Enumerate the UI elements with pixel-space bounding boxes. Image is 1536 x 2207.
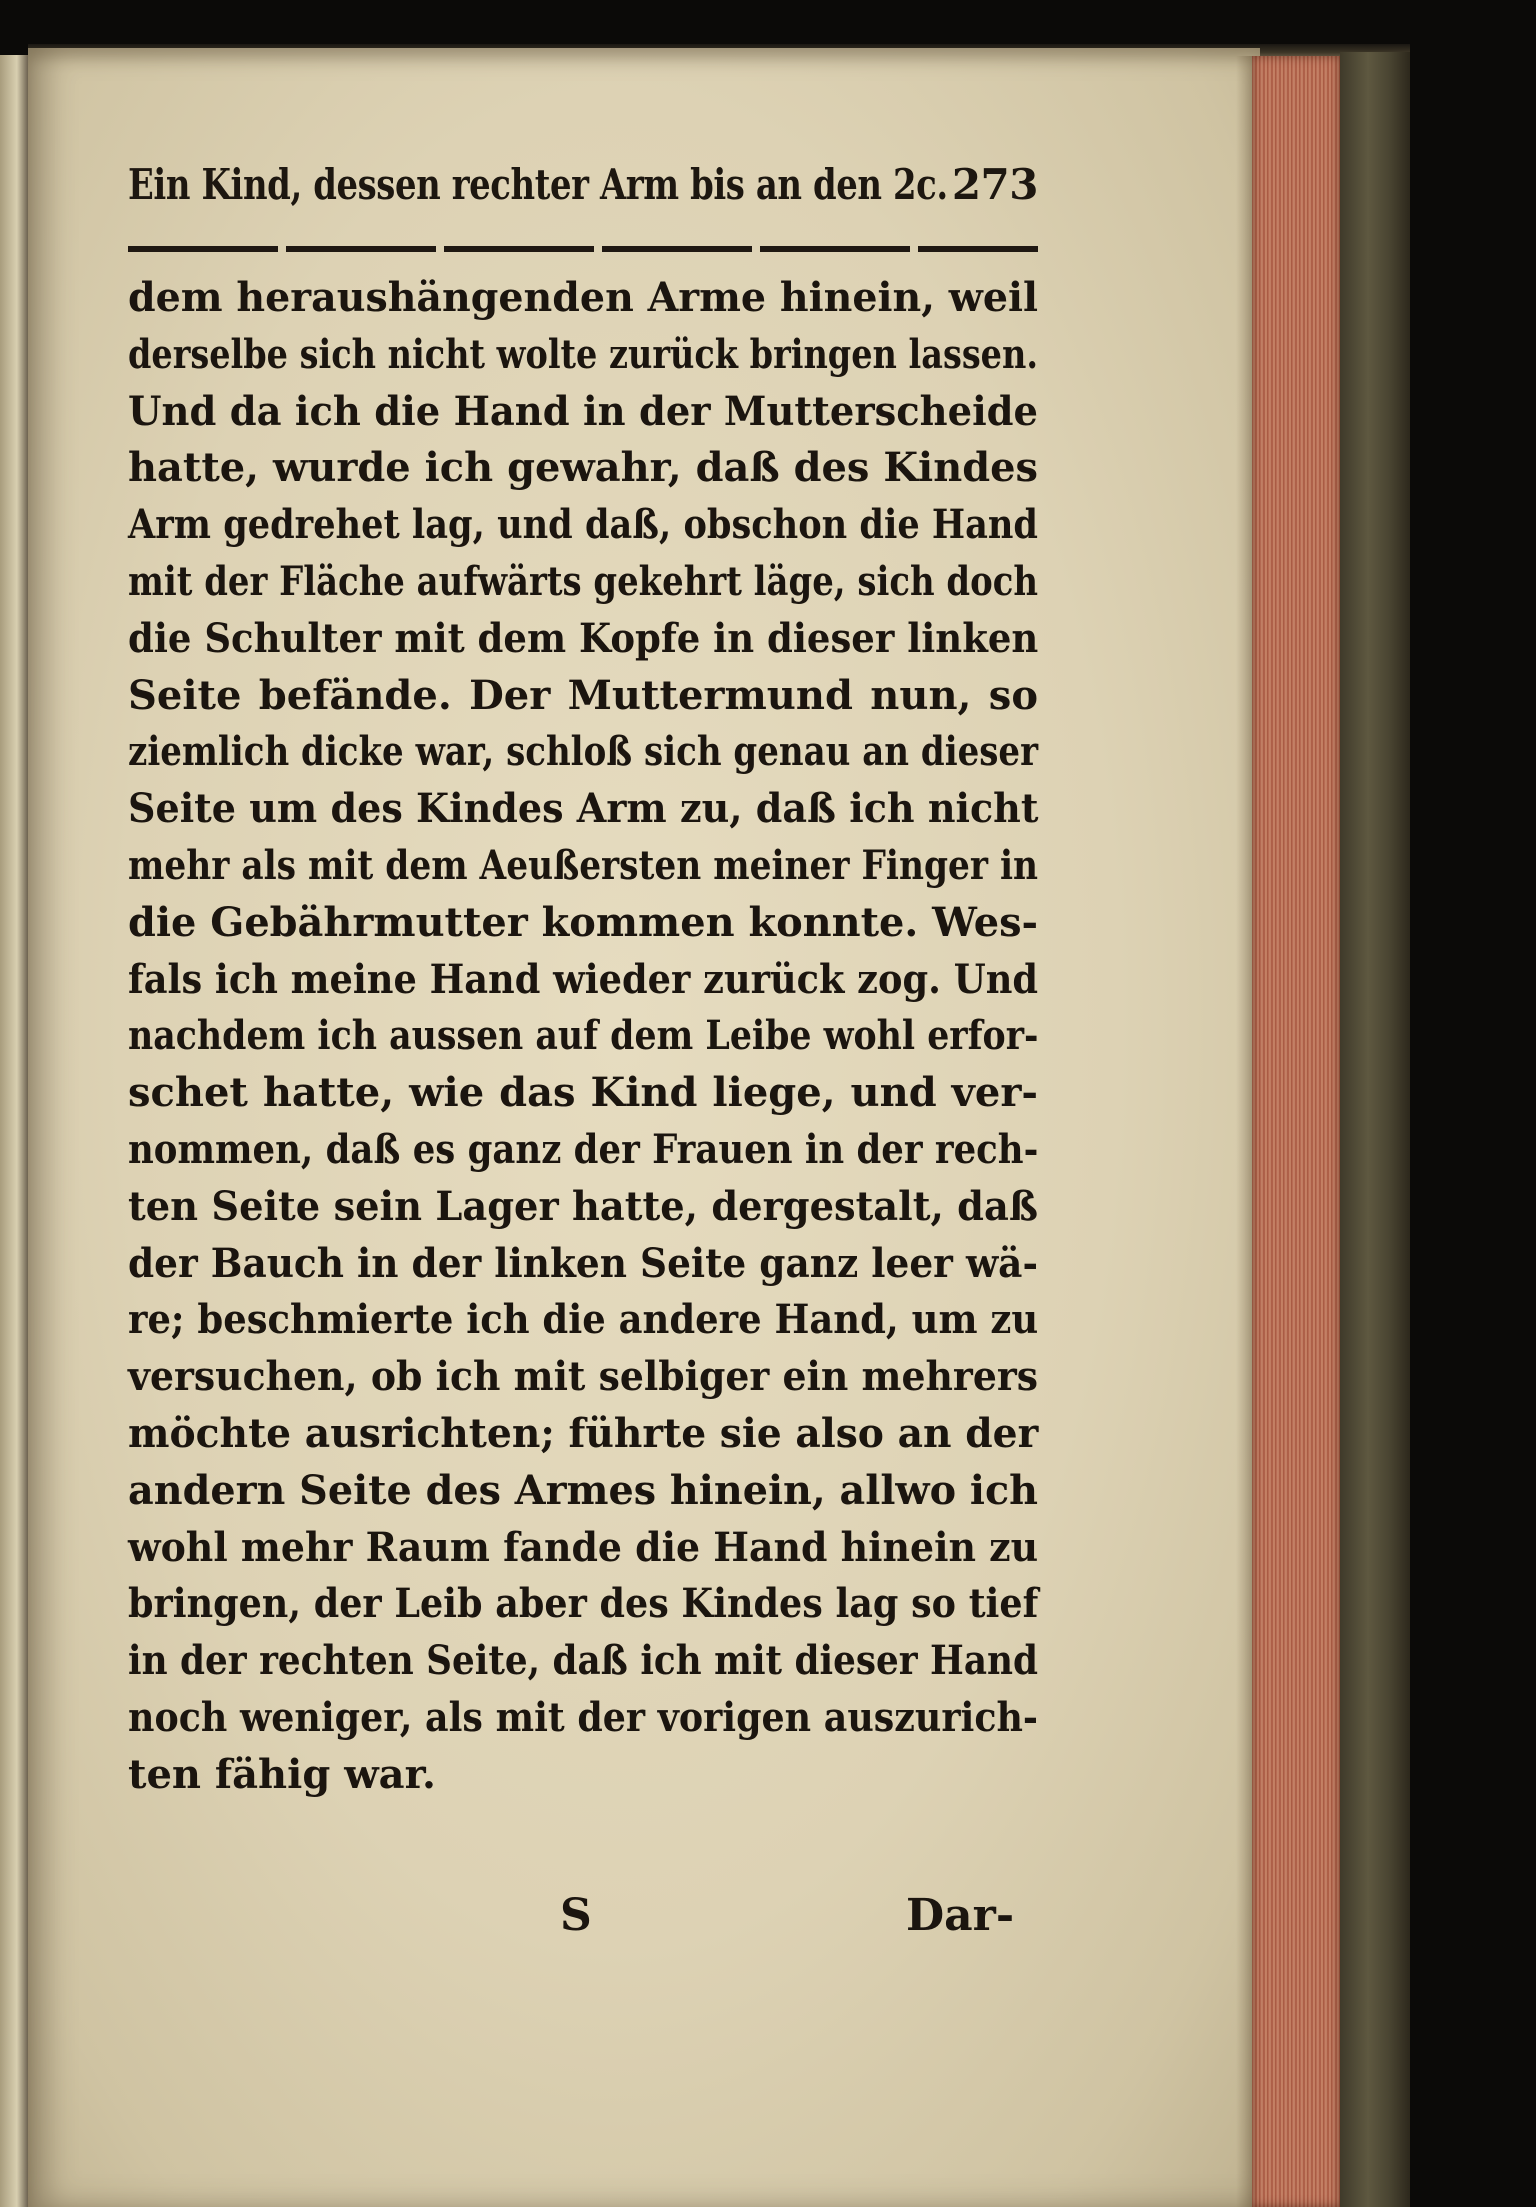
- text-line: in der rechten Seite, daß ich mit dieser Hand: [128, 1637, 1038, 1685]
- text-line: andern Seite des Armes hinein, allwo ich: [128, 1466, 1038, 1514]
- text-line: Seite um des Kindes Arm zu, daß ich nicht: [128, 785, 1039, 833]
- running-head: Ein Kind, dessen rechter Arm bis an den 2c.: [128, 160, 948, 209]
- text-line: nommen, daß es ganz der Frauen in der rech-: [128, 1125, 1039, 1173]
- text-line: Seite befände. Der Muttermund nun, so: [128, 671, 1038, 719]
- header-rule: [128, 246, 1038, 252]
- text-line: fals ich meine Hand wieder zurück zog. Und: [128, 955, 1039, 1003]
- text-line: ten fähig war.: [128, 1750, 436, 1798]
- text-line: die Gebährmutter kommen konnte. Wes-: [128, 898, 1039, 946]
- text-line: derselbe sich nicht wolte zurück bringen lassen.: [128, 330, 1038, 378]
- text-line: wohl mehr Raum fande die Hand hinein zu: [128, 1523, 1039, 1571]
- text-line: ziemlich dicke war, schloß sich genau an dieser: [128, 728, 1038, 776]
- page-number: 273: [951, 160, 1038, 209]
- text-line: nachdem ich aussen auf dem Leibe wohl erfor-: [128, 1012, 1039, 1060]
- text-line: mit der Fläche aufwärts gekehrt läge, sich doch: [128, 557, 1038, 605]
- page-header: [128, 160, 1038, 220]
- text-line: hatte, wurde ich gewahr, daß des Kindes: [128, 444, 1038, 492]
- text-line: schet hatte, wie das Kind liege, und ver-: [128, 1069, 1038, 1117]
- text-line: mehr als mit dem Aeußersten meiner Finger in: [128, 841, 1038, 889]
- text-line: bringen, der Leib aber des Kindes lag so tief: [128, 1580, 1039, 1628]
- text-line: möchte ausrichten; führte sie also an der: [128, 1409, 1039, 1457]
- text-line: versuchen, ob ich mit selbiger ein mehrers: [128, 1353, 1038, 1401]
- signature-mark: S: [560, 1890, 592, 1941]
- text-line: dem heraushängenden Arme hinein, weil: [128, 274, 1038, 321]
- catchword: Dar-: [906, 1890, 1015, 1941]
- facing-page-edge: [0, 55, 28, 2207]
- body-text: [128, 270, 1038, 1804]
- text-line: re; beschmierte ich die andere Hand, um zu: [128, 1296, 1039, 1344]
- text-line: ten Seite sein Lager hatte, dergestalt, daß: [128, 1182, 1038, 1230]
- text-line: der Bauch in der linken Seite ganz leer wä-: [128, 1239, 1038, 1287]
- page-block-edge: [1252, 56, 1340, 2207]
- text-line: die Schulter mit dem Kopfe in dieser linken: [128, 614, 1039, 662]
- text-line: Arm gedrehet lag, und daß, obschon die Hand: [128, 501, 1038, 549]
- text-line: Und da ich die Hand in der Mutterscheide: [128, 387, 1038, 435]
- book-cover-edge: [1340, 52, 1410, 2207]
- text-line: noch weniger, als mit der vorigen auszurich-: [128, 1693, 1038, 1741]
